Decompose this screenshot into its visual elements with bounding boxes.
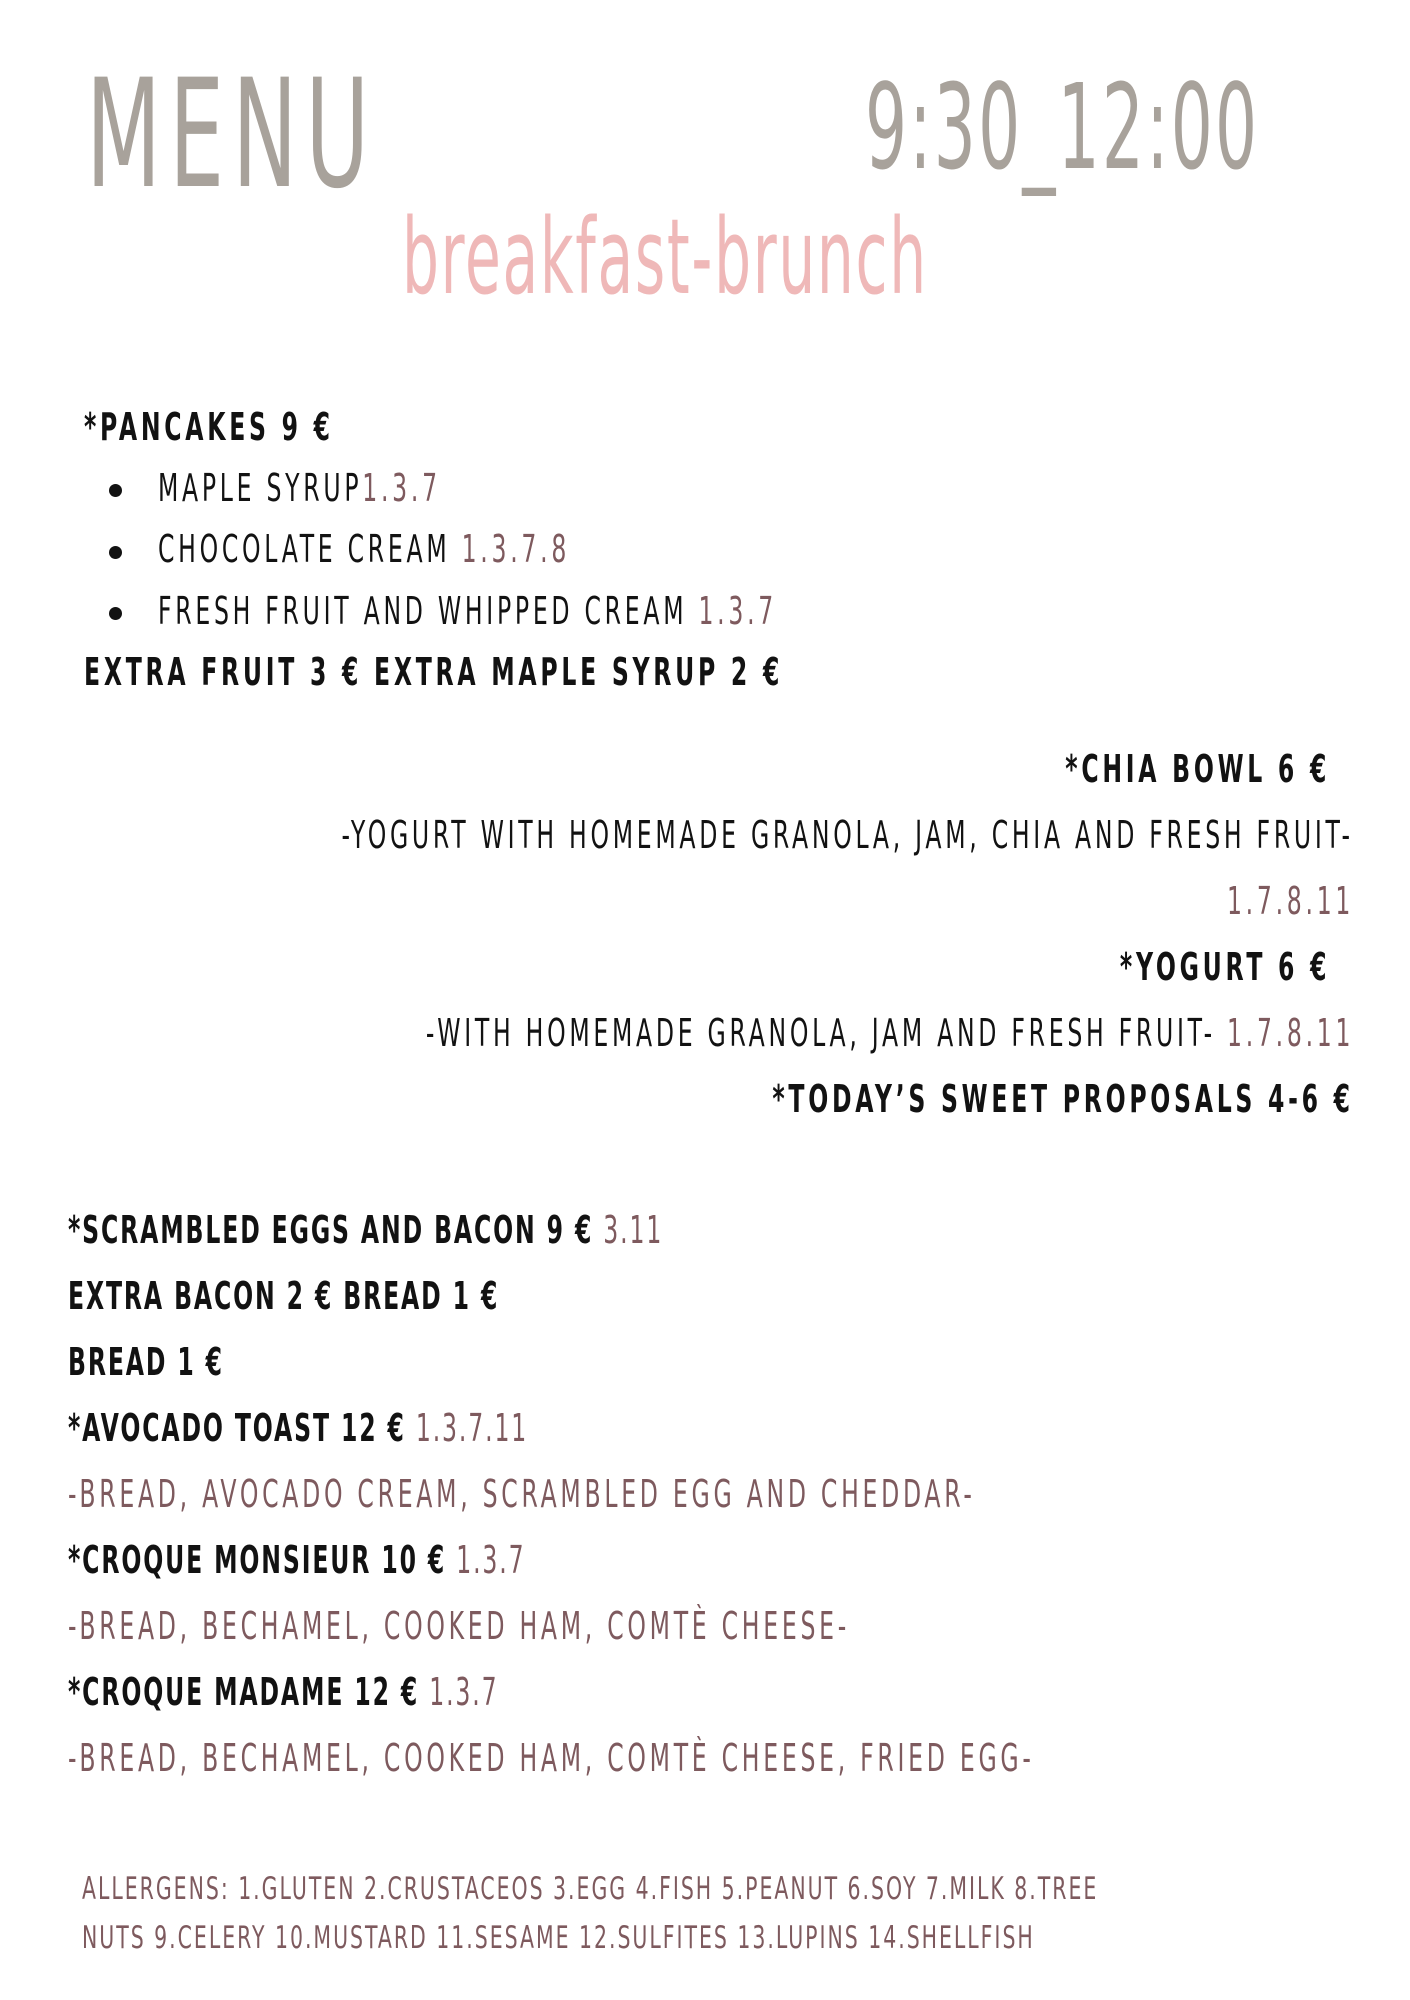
pancake-option-maple (158, 466, 441, 510)
avocado-toast-description: -BREAD, AVOCADO CREAM, SCRAMBLED EGG AND CHEDDAR- (68, 1472, 976, 1516)
pancake-option-label: MAPLE SYRUP (158, 466, 363, 510)
chia-bowl-allergen-codes: 1.7.8.11 (1226, 879, 1354, 923)
croque-monsieur-description: -BREAD, BECHAMEL, COOKED HAM, COMTÈ CHEESE- (68, 1604, 850, 1648)
pancake-option-label: CHOCOLATE CREAM (158, 527, 462, 571)
yogurt-title: *YOGURT 6 € (1119, 945, 1330, 989)
bullet-icon (109, 484, 122, 497)
allergen-codes: 1.3.7.11 (415, 1406, 529, 1450)
pancakes-extras: EXTRA FRUIT 3 € EXTRA MAPLE SYRUP 2 € (84, 650, 784, 694)
pancake-option-label: FRESH FRUIT AND WHIPPED CREAM (158, 589, 699, 633)
yogurt-description (425, 1011, 1354, 1055)
allergen-codes: 1.3.7 (698, 589, 778, 633)
pancake-option-fruit (158, 589, 778, 633)
yogurt-description-text: -WITH HOMEMADE GRANOLA, JAM AND FRESH FRUIT- (425, 1011, 1227, 1055)
croque-madame-description: -BREAD, BECHAMEL, COOKED HAM, COMTÈ CHEESE, FRIED EGG- (68, 1736, 1035, 1780)
allergen-codes: 1.3.7 (456, 1538, 526, 1582)
todays-sweet-proposals: *TODAY’S SWEET PROPOSALS 4-6 € (772, 1077, 1354, 1121)
avocado-toast-item (68, 1406, 529, 1450)
bread-item: BREAD 1 € (68, 1340, 224, 1384)
hours-title: 9:30_12:00 (865, 58, 1260, 196)
allergens-legend-line-2: NUTS 9.CELERY 10.MUSTARD 11.SESAME 12.SULFITES 13.LUPINS 14.SHELLFISH (82, 1920, 1035, 1956)
scrambled-eggs-item (68, 1208, 664, 1252)
avocado-toast-title: *AVOCADO TOAST 12 € (68, 1406, 416, 1450)
allergen-codes: 1.3.7 (429, 1670, 499, 1714)
menu-title: MENU (86, 48, 378, 222)
chia-bowl-title: *CHIA BOWL 6 € (1065, 747, 1330, 791)
bullet-icon (109, 607, 122, 620)
bullet-icon (109, 546, 122, 559)
croque-monsieur-item (68, 1538, 526, 1582)
scrambled-eggs-extras: EXTRA BACON 2 € BREAD 1 € (68, 1274, 500, 1318)
croque-madame-item (68, 1670, 499, 1714)
allergen-codes: 1.3.7.8 (461, 527, 571, 571)
croque-monsieur-title: *CROQUE MONSIEUR 10 € (68, 1538, 457, 1582)
pancake-option-chocolate (158, 527, 571, 571)
pancakes-title: *PANCAKES 9 € (84, 405, 334, 449)
allergens-legend-line-1: ALLERGENS: 1.GLUTEN 2.CRUSTACEOS 3.EGG 4.FISH 5.PEANUT 6.SOY 7.MILK 8.TREE (82, 1871, 1099, 1907)
menu-subtitle: breakfast-brunch (402, 196, 928, 318)
allergen-codes: 1.3.7 (362, 466, 441, 510)
chia-bowl-description: -YOGURT WITH HOMEMADE GRANOLA, JAM, CHIA AND FRESH FRUIT- (341, 813, 1354, 857)
scrambled-eggs-title: *SCRAMBLED EGGS AND BACON 9 € (68, 1208, 604, 1252)
allergen-codes: 1.7.8.11 (1226, 1011, 1354, 1055)
croque-madame-title: *CROQUE MADAME 12 € (68, 1670, 430, 1714)
allergen-codes: 3.11 (603, 1208, 664, 1252)
